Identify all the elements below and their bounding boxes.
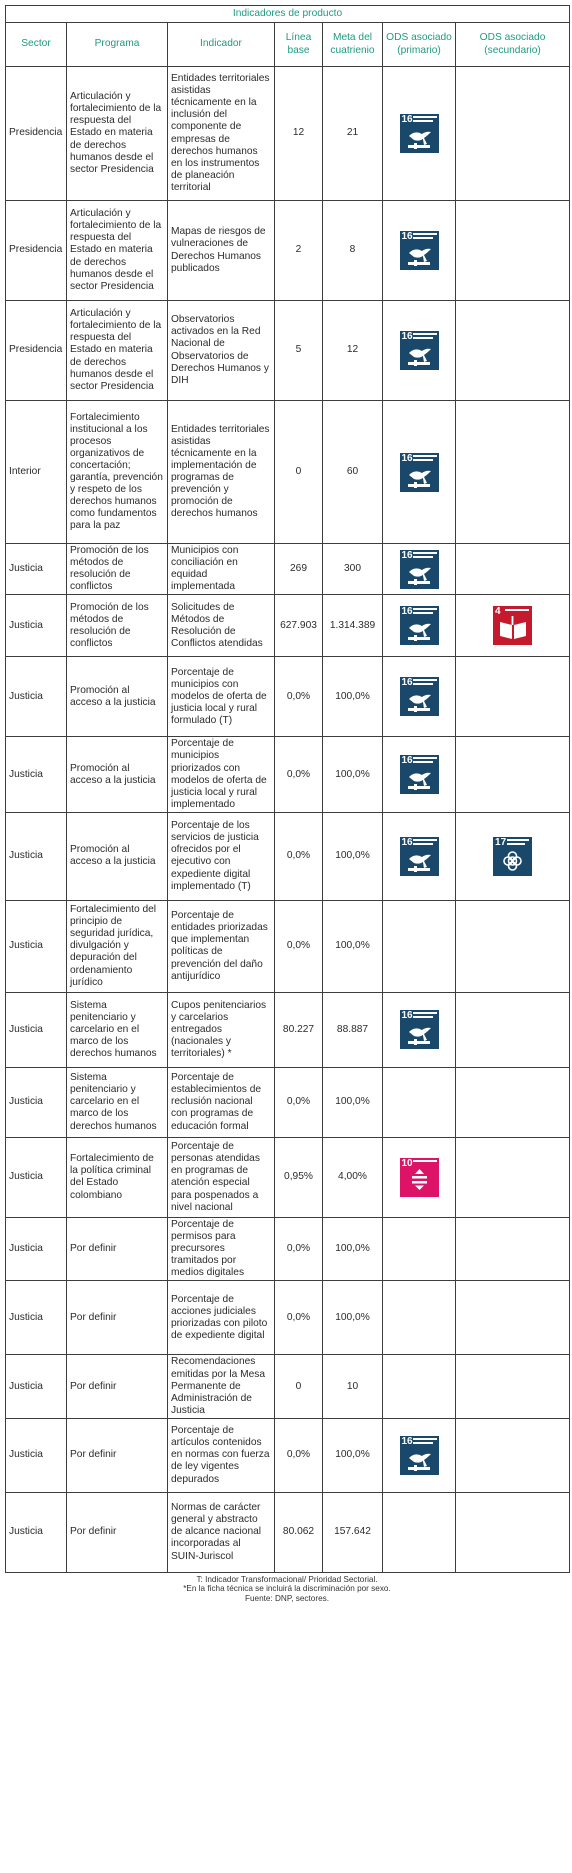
ods-primario-cell (383, 992, 456, 1067)
linea-base-cell: 5 (275, 301, 323, 401)
table-row (6, 1137, 570, 1217)
ods-primario-cell (383, 544, 456, 595)
ods-16-icon (400, 606, 439, 645)
footnote-sexo: *En la ficha técnica se incluirá la discriminación por sexo. (183, 1584, 391, 1594)
ods-secundario-cell (456, 1137, 570, 1217)
ods-number: 16 (401, 452, 413, 464)
sector-cell: Justicia (6, 657, 67, 737)
table-row (6, 301, 570, 401)
table-body (6, 67, 570, 1573)
ods-secundario-cell (456, 1067, 570, 1137)
ods-number: 16 (401, 549, 413, 561)
ods-16-icon (400, 837, 439, 876)
sector-cell: Justicia (6, 992, 67, 1067)
meta-cell: 100,0% (323, 657, 383, 737)
linea-base-cell: 0,0% (275, 1281, 323, 1355)
ods-primario-cell (383, 401, 456, 544)
programa-cell: Sistema penitenciario y carcelario en el marco de los derechos humanos (67, 1067, 168, 1137)
meta-cell: 100,0% (323, 737, 383, 813)
table-row (6, 67, 570, 201)
linea-base-cell: 0 (275, 1355, 323, 1418)
ods-16-icon (400, 1436, 439, 1475)
programa-cell: Sistema penitenciario y carcelario en el marco de los derechos humanos (67, 992, 168, 1067)
ods-secundario-cell (456, 657, 570, 737)
ods-16-icon (400, 1010, 439, 1049)
indicador-cell: Mapas de riesgos de vulneraciones de Derechos Humanos publicados (168, 201, 275, 301)
table-row (6, 900, 570, 992)
ods-primario-cell (383, 657, 456, 737)
header-ods-secundario: ODS asociado (secundario) (456, 23, 570, 67)
ods-number: 16 (401, 606, 413, 618)
ods-number: 17 (495, 836, 507, 848)
meta-cell: 100,0% (323, 1281, 383, 1355)
ods-secundario-cell (456, 737, 570, 813)
programa-cell: Por definir (67, 1281, 168, 1355)
meta-cell: 10 (323, 1355, 383, 1418)
sector-cell: Presidencia (6, 67, 67, 201)
ods-16-icon (400, 755, 439, 794)
indicador-cell: Cupos penitenciarios y carcelarios entregados (nacionales y territoriales) * (168, 992, 275, 1067)
ods-secundario-cell (456, 1217, 570, 1280)
indicador-cell: Entidades territoriales asistidas técnicamente en la inclusión del componente de empresas de derechos humanos en los instrumentos de planeación territorial (168, 67, 275, 201)
ods-secundario-cell (456, 67, 570, 201)
linea-base-cell: 12 (275, 67, 323, 201)
indicador-cell: Porcentaje de acciones judiciales priorizadas con piloto de expediente digital (168, 1281, 275, 1355)
ods-primario-cell (383, 1067, 456, 1137)
header-indicador: Indicador (168, 23, 275, 67)
sector-cell: Justicia (6, 737, 67, 813)
header-linea-base: Línea base (275, 23, 323, 67)
ods-primario-cell (383, 900, 456, 992)
ods-primario-cell (383, 1281, 456, 1355)
sector-cell: Justicia (6, 1067, 67, 1137)
ods-number: 4 (495, 606, 501, 618)
ods-17-icon (493, 837, 532, 876)
sector-cell: Justicia (6, 544, 67, 595)
ods-secundario-cell (456, 1355, 570, 1418)
ods-number: 16 (401, 755, 413, 767)
ods-16-icon (400, 331, 439, 370)
ods-primario-cell (383, 301, 456, 401)
sector-cell: Justicia (6, 900, 67, 992)
ods-primario-cell (383, 67, 456, 201)
ods-number: 16 (401, 836, 413, 848)
ods-secundario-cell (456, 1281, 570, 1355)
linea-base-cell: 0,0% (275, 812, 323, 900)
ods-16-icon (400, 453, 439, 492)
ods-secundario-cell (456, 1418, 570, 1492)
ods-number: 16 (401, 231, 413, 242)
ods-secundario-cell (456, 595, 570, 657)
linea-base-cell: 0,0% (275, 657, 323, 737)
meta-cell: 100,0% (323, 900, 383, 992)
sector-cell: Justicia (6, 1355, 67, 1418)
ods-secundario-cell (456, 544, 570, 595)
indicador-cell: Porcentaje de municipios priorizados con modelos de oferta de justicia local y rural implementado (168, 737, 275, 813)
table-row (6, 1355, 570, 1418)
ods-primario-cell (383, 812, 456, 900)
programa-cell: Promoción al acceso a la justicia (67, 812, 168, 900)
sector-cell: Justicia (6, 1418, 67, 1492)
ods-primario-cell (383, 1418, 456, 1492)
sector-cell: Presidencia (6, 201, 67, 301)
meta-cell: 60 (323, 401, 383, 544)
footnote-transformacional: T: Indicador Transformacional/ Prioridad Sectorial. (196, 1574, 378, 1584)
ods-secundario-cell (456, 992, 570, 1067)
table-row (6, 657, 570, 737)
indicador-cell: Municipios con conciliación en equidad implementada (168, 544, 275, 595)
programa-cell: Fortalecimiento del principio de seguridad jurídica, divulgación y depuración del ordenamiento jurídico (67, 900, 168, 992)
ods-primario-cell (383, 1217, 456, 1280)
table-row (6, 1418, 570, 1492)
table-row (6, 595, 570, 657)
ods-4-icon (493, 606, 532, 645)
linea-base-cell: 0,0% (275, 737, 323, 813)
programa-cell: Por definir (67, 1217, 168, 1280)
indicador-cell: Observatorios activados en la Red Nacional de Observatorios de Derechos Humanos y DIH (168, 301, 275, 401)
ods-primario-cell (383, 201, 456, 301)
table-row (6, 201, 570, 301)
programa-cell: Articulación y fortalecimiento de la respuesta del Estado en materia de derechos humanos desde el sector Presidencia (67, 301, 168, 401)
indicador-cell: Porcentaje de entidades priorizadas que implementan políticas de prevención del daño antijurídico (168, 900, 275, 992)
indicadores-table (5, 5, 570, 1573)
ods-number: 16 (401, 114, 413, 125)
linea-base-cell: 2 (275, 201, 323, 301)
ods-10-icon (400, 1158, 439, 1197)
programa-cell: Promoción de los métodos de resolución de conflictos (67, 595, 168, 657)
sector-cell: Interior (6, 401, 67, 544)
meta-cell: 8 (323, 201, 383, 301)
sector-cell: Justicia (6, 1492, 67, 1572)
header-ods-primario: ODS asociado (primario) (383, 23, 456, 67)
linea-base-cell: 80.062 (275, 1492, 323, 1572)
table-row (6, 812, 570, 900)
sector-cell: Justicia (6, 595, 67, 657)
ods-secundario-cell (456, 1492, 570, 1572)
indicador-cell: Porcentaje de establecimientos de reclusión nacional con programas de educación formal (168, 1067, 275, 1137)
ods-number: 16 (401, 1010, 413, 1022)
sector-cell: Justicia (6, 1217, 67, 1280)
table-row (6, 544, 570, 595)
footnotes (5, 1575, 569, 1604)
indicador-cell: Porcentaje de artículos contenidos en normas con fuerza de ley vigentes depurados (168, 1418, 275, 1492)
ods-16-icon (400, 677, 439, 716)
linea-base-cell: 0,0% (275, 1418, 323, 1492)
programa-cell: Promoción al acceso a la justicia (67, 737, 168, 813)
header-sector: Sector (6, 23, 67, 67)
table-row (6, 992, 570, 1067)
ods-secundario-cell (456, 401, 570, 544)
programa-cell: Por definir (67, 1418, 168, 1492)
meta-cell: 300 (323, 544, 383, 595)
linea-base-cell: 0,95% (275, 1137, 323, 1217)
ods-secundario-cell (456, 301, 570, 401)
ods-primario-cell (383, 595, 456, 657)
programa-cell: Por definir (67, 1355, 168, 1418)
ods-16-icon (400, 231, 439, 270)
programa-cell: Promoción de los métodos de resolución de conflictos (67, 544, 168, 595)
ods-16-icon (400, 114, 439, 153)
meta-cell: 100,0% (323, 1217, 383, 1280)
programa-cell: Fortalecimiento de la política criminal del Estado colombiano (67, 1137, 168, 1217)
indicador-cell: Porcentaje de permisos para precursores tramitados por medios digitales (168, 1217, 275, 1280)
indicador-cell: Porcentaje de los servicios de justicia ofrecidos por el ejecutivo con expediente digital implementado (T) (168, 812, 275, 900)
ods-primario-cell (383, 737, 456, 813)
ods-number: 16 (401, 331, 413, 342)
linea-base-cell: 0 (275, 401, 323, 544)
ods-number: 10 (401, 1157, 413, 1169)
ods-secundario-cell (456, 201, 570, 301)
header-meta: Meta del cuatrienio (323, 23, 383, 67)
indicador-cell: Normas de carácter general y abstracto de alcance nacional incorporadas al SUIN-Juriscol (168, 1492, 275, 1572)
sector-cell: Justicia (6, 812, 67, 900)
table-row (6, 1217, 570, 1280)
programa-cell: Articulación y fortalecimiento de la respuesta del Estado en materia de derechos humanos desde el sector Presidencia (67, 67, 168, 201)
sector-cell: Justicia (6, 1281, 67, 1355)
table-row (6, 401, 570, 544)
programa-cell: Promoción al acceso a la justicia (67, 657, 168, 737)
table-row (6, 1281, 570, 1355)
programa-cell: Por definir (67, 1492, 168, 1572)
ods-number: 16 (401, 1435, 413, 1447)
table-row (6, 1492, 570, 1572)
indicador-cell: Porcentaje de personas atendidas en programas de atención especial para pospenados a nivel nacional (168, 1137, 275, 1217)
meta-cell: 157.642 (323, 1492, 383, 1572)
linea-base-cell: 0,0% (275, 1217, 323, 1280)
meta-cell: 100,0% (323, 1067, 383, 1137)
sector-cell: Presidencia (6, 301, 67, 401)
meta-cell: 4,00% (323, 1137, 383, 1217)
indicador-cell: Recomendaciones emitidas por la Mesa Permanente de Administración de Justicia (168, 1355, 275, 1418)
linea-base-cell: 0,0% (275, 1067, 323, 1137)
sector-cell: Justicia (6, 1137, 67, 1217)
header-programa: Programa (67, 23, 168, 67)
footnote-fuente: Fuente: DNP, sectores. (244, 1594, 330, 1604)
meta-cell: 21 (323, 67, 383, 201)
indicador-cell: Porcentaje de municipios con modelos de oferta de justicia local y rural formulado (T) (168, 657, 275, 737)
table-title: Indicadores de producto (6, 6, 570, 23)
meta-cell: 88.887 (323, 992, 383, 1067)
programa-cell: Fortalecimiento institucional a los procesos organizativos de concertación; garantía, prevención y respeto de los derechos humanos como fundamentos para la paz (67, 401, 168, 544)
ods-16-icon (400, 550, 439, 589)
ods-primario-cell (383, 1355, 456, 1418)
meta-cell: 100,0% (323, 812, 383, 900)
table-row (6, 1067, 570, 1137)
linea-base-cell: 0,0% (275, 900, 323, 992)
ods-secundario-cell (456, 812, 570, 900)
meta-cell: 100,0% (323, 1418, 383, 1492)
programa-cell: Articulación y fortalecimiento de la respuesta del Estado en materia de derechos humanos desde el sector Presidencia (67, 201, 168, 301)
indicador-cell: Entidades territoriales asistidas técnicamente en la implementación de programas de prevención y promoción de derechos humanos (168, 401, 275, 544)
meta-cell: 12 (323, 301, 383, 401)
linea-base-cell: 269 (275, 544, 323, 595)
ods-number: 16 (401, 677, 413, 689)
ods-primario-cell (383, 1492, 456, 1572)
meta-cell: 1.314.389 (323, 595, 383, 657)
ods-secundario-cell (456, 900, 570, 992)
ods-primario-cell (383, 1137, 456, 1217)
linea-base-cell: 627.903 (275, 595, 323, 657)
linea-base-cell: 80.227 (275, 992, 323, 1067)
indicador-cell: Solicitudes de Métodos de Resolución de Conflictos atendidas (168, 595, 275, 657)
table-row (6, 737, 570, 813)
